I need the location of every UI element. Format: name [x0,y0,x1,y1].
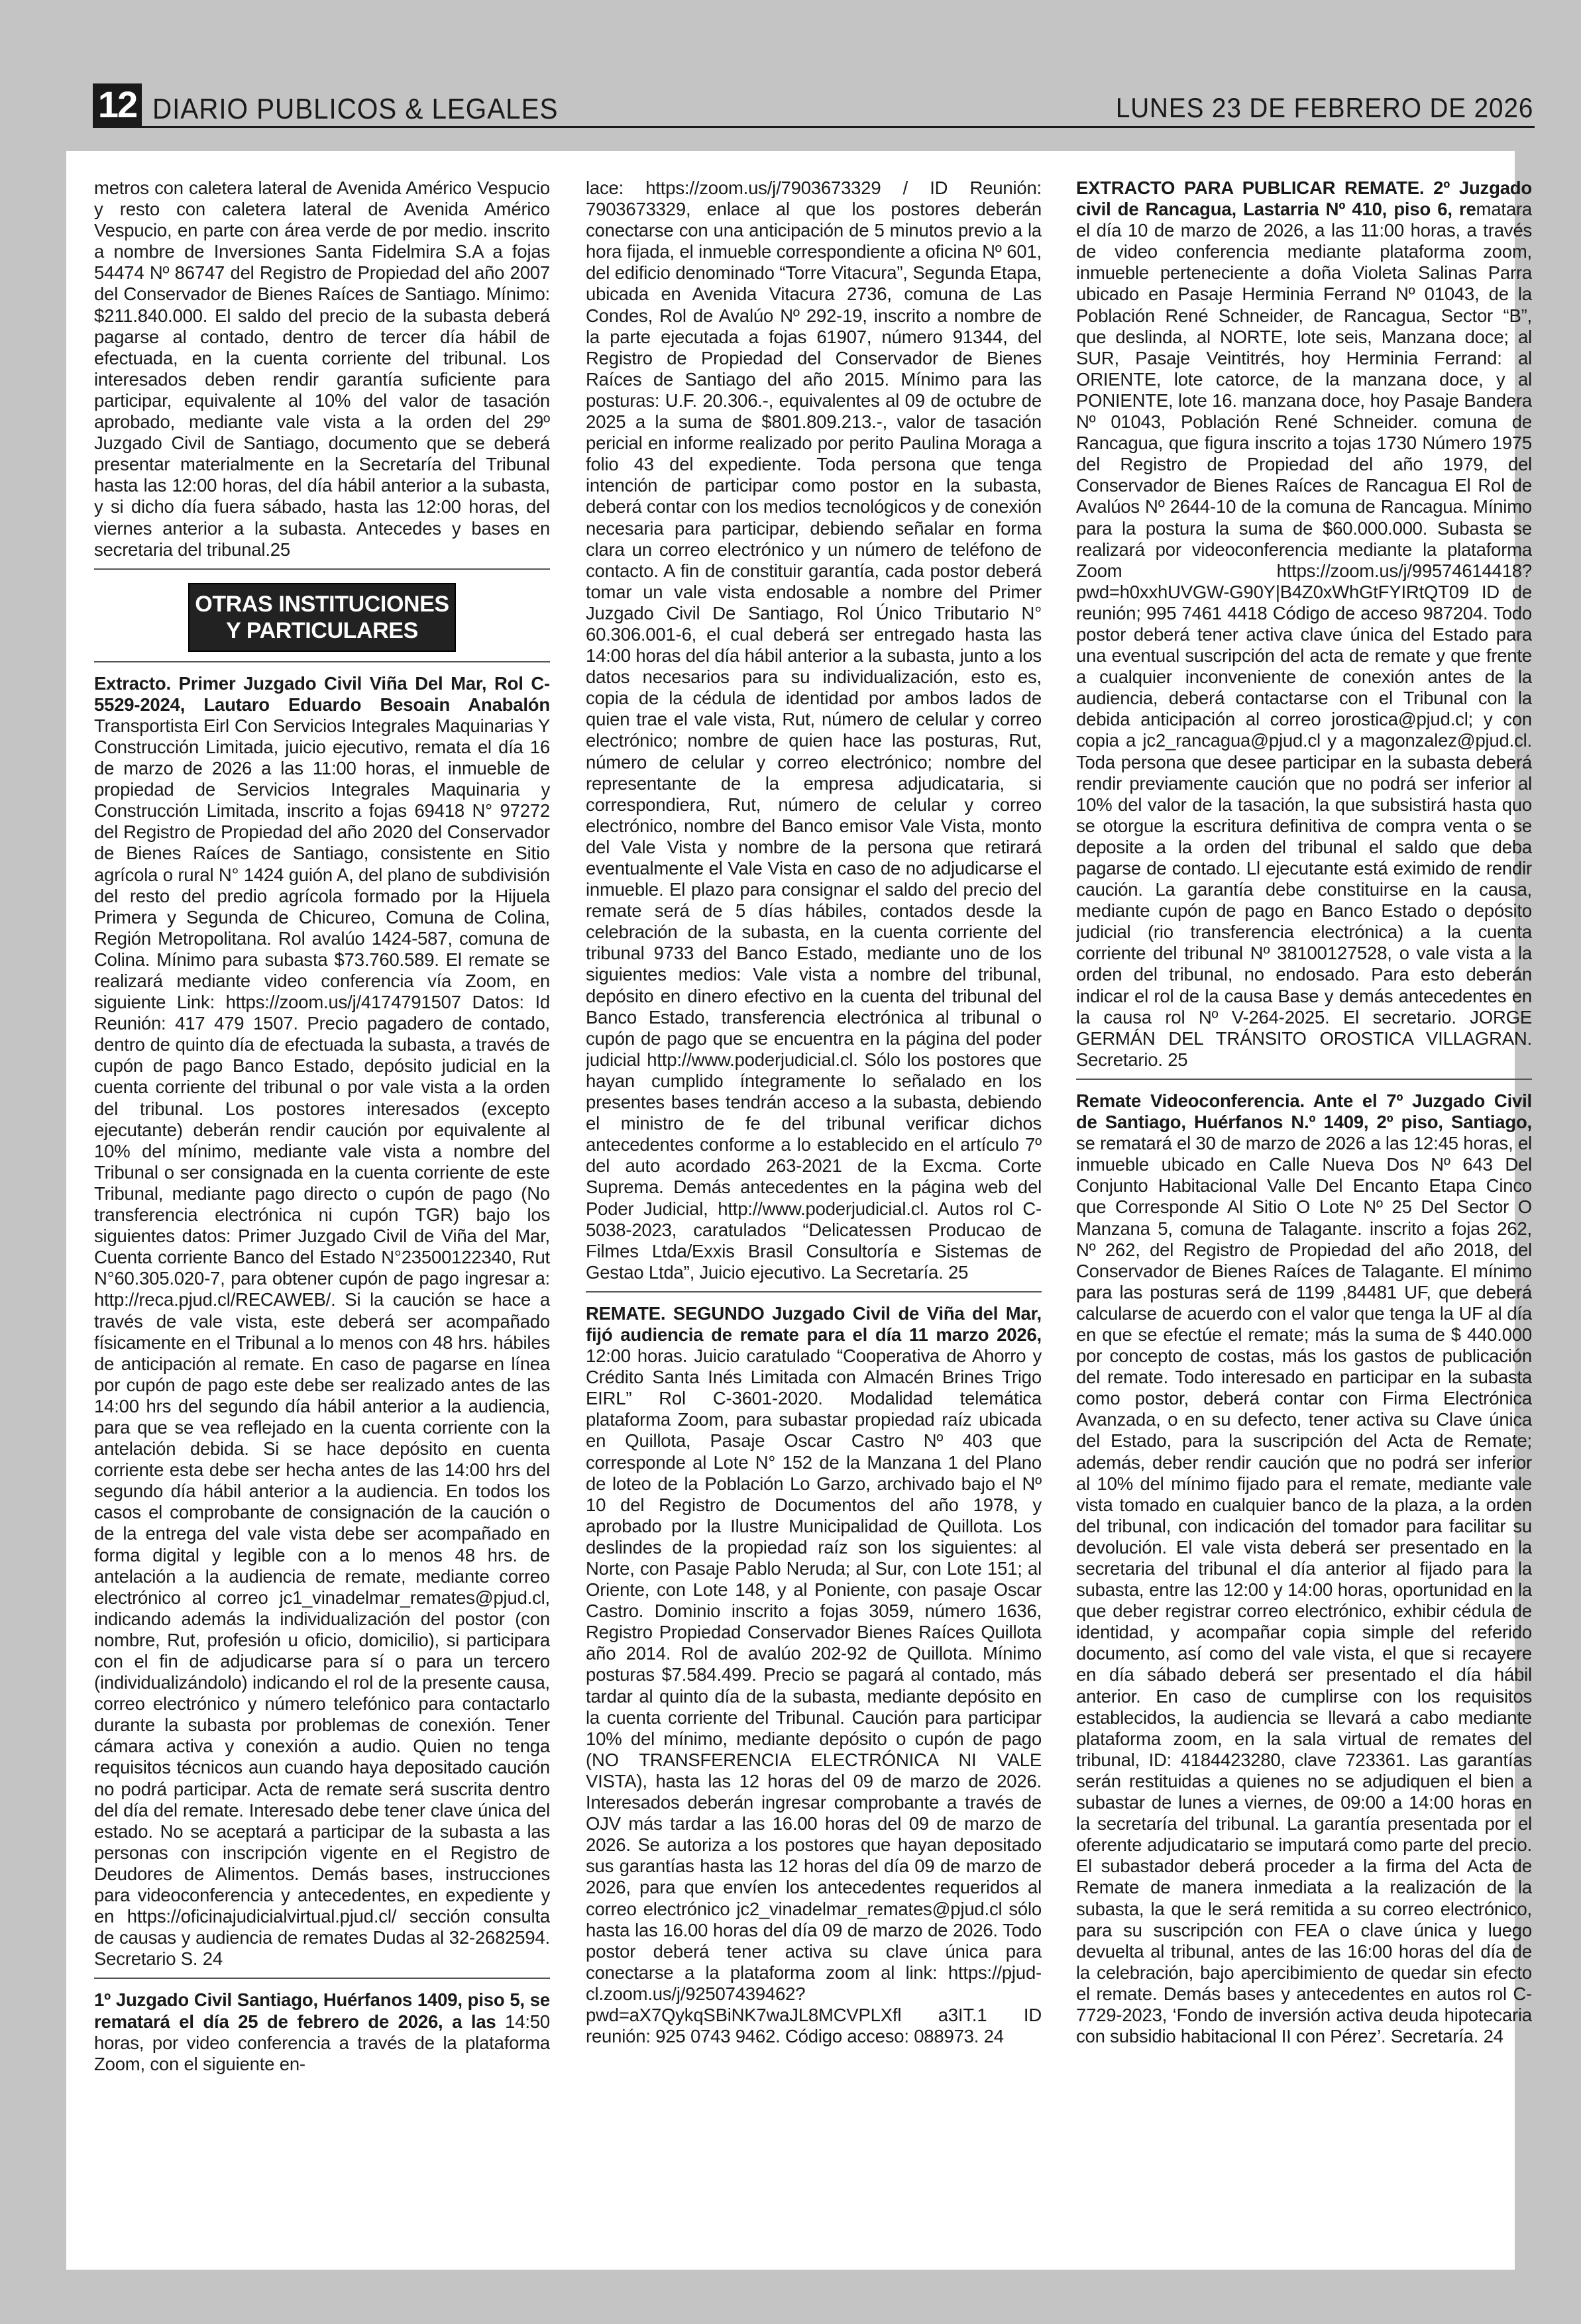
section-banner-line-1: OTRAS INSTITUCIONES [195,591,449,617]
notice-santiago-primer-juzgado-cont: lace: https://zoom.us/j/7903673329 / ID Reunión: 7903673329, enlace al que los postores deberán conectarse con una anticipación de 5 minutos previo a la hora fijada, el inmueble correspondiente a oficina Nº 601, del edificio denominado “Torre Vitacura”, Segunda Etapa, ubicada en Avenida Vitacura 2736, comuna de Las Condes, Rol de Avalúo Nº 292-19, inscrito a nombre de la parte ejecutada a fojas 61907, número 91344, del Registro de Propiedad del Conservador de Bienes Raíces de Santiago del año 2015. Mínimo para las posturas: U.F. 20.306.-, equivalentes al 09 de octubre de 2025 a la suma de $801.809.213.-, valor de tasación pericial en informe realizado por perito Paulina Moraga a folio 43 del expediente. Toda persona que tenga intención de participar como postor en la subasta, deberá contar con los medios tecnológicos y de conexión necesaria para participar, debiendo señalar en forma clara un correo electrónico y un número de teléfono de contacto. A fin de constituir garantía, cada postor deberá tomar un vale vista endosable a nombre del Primer Juzgado Civil De Santiago, Rol Único Tributario N° 60.306.001-6, el cual deberá ser entregado hasta las 14:00 horas del día hábil anterior a la subasta, junto a los datos necesarios para su individualización, esto es, copia de la cédula de identidad por ambos lados de quien trae el vale vista, Rut, número de celular y correo electrónico; nombre de quien hace las posturas, Rut, número de celular y correo electrónico; nombre del representante de la empresa adjudicataria, si correspondiera, Rut, número de celular y correo electrónico, nombre del Banco emisor Vale Vista, monto del Vale Vista y nombre de la persona que retirará eventualmente el Vale Vista en caso de no adjudicarse el inmueble. El plazo para consignar el saldo del precio del remate será de 5 días hábiles, contados desde la celebración de la subasta, en la cuenta corriente del tribunal 9733 del Banco Estado, mediante uno de los siguientes medios: Vale vista a nombre del tribunal, depósito en dinero efectivo en la cuenta del tribunal del Banco Estado, transferencia electrónica al tribunal o cupón de pago que se encuentra en la página del poder judicial http://www.poderjudicial.cl. Sólo los postores que hayan cumplido íntegramente lo señalado en los presentes bases tendrán acceso a la subasta, debiendo el ministro de fe del tribunal verificar dichos antecedentes conforme a lo establecido en el artículo 7º del auto acordado 263-2021 de la Excma. Corte Suprema. Demás antecedentes en la página web del Poder Judicial, http://www.poderjudicial.cl. Autos rol C-5038-2023, caratulados “Delicatessen Producao de Filmes Ltda/Exxis Brasil Consultoría e Sistemas de Gestao Ltda”, Juicio ejecutivo. La Secretaría. 25 [586,178,1042,1283]
section-banner-otras-instituciones [188,583,456,652]
notice-divider [94,568,550,570]
notice-santiago-primer-juzgado [94,1989,550,2074]
notice-title: Extracto. Primer Juzgado Civil Viña Del Mar, Rol C-5529-2024, Lautaro Eduardo Besoain Anabalón [94,672,550,715]
notice-title: Remate Videoconferencia. Ante el 7º Juzgado Civil de Santiago, Huérfanos N.º 1409, 2º piso, Santiago, [1076,1090,1532,1133]
notice-29-juzgado-body: metros con caletera lateral de Avenida Américo Vespucio y resto con caletera lateral de Avenida Américo Vespucio, en parte con área verde de por medio. inscrito a nombre de Inversiones Santa Fidelmira S.A a fojas 54474 Nº 86747 del Registro de Propiedad del año 2007 del Conservador de Bienes Raíces de Santiago. Mínimo: $211.840.000. El saldo del precio de la subasta deberá pagarse al contado, dentro de tercer día hábil de efectuada, en la cuenta corriente del tribunal. Los interesados deben rendir garantía suficiente para participar, equivalente al 10% del valor de tasación aprobado, mediante vale vista a la orden del 29º Juzgado Civil de Santiago, documento que se deberá presentar materialmente en la Secretaría del Tribunal hasta las 12:00 horas, del día hábil anterior a la subasta, y si dicho día fuera sábado, hasta las 12:00 horas, del viernes anterior a la subasta. Antecedes y bases en secretaria del tribunal.25 [94,178,550,560]
notice-body: 12:00 horas. Juicio caratulado “Cooperativa de Ahorro y Crédito Santa Inés Limitada con Almacén Brines Trigo EIRL” Rol C-3601-2020. Modalidad telemática plataforma Zoom, para subastar propiedad raíz ubicada en Quillota, Pasaje Oscar Castro Nº 403 que corresponde al Lote N° 152 de la Manzana 1 del Plano de loteo de la Población Lo Garzo, archivado bajo el Nº 10 del Registro de Documentos del año 1978, y aprobado por la Ilustre Municipalidad de Quillota. Los deslindes de la propiedad raíz son los siguientes: al Norte, con Pasaje Pablo Neruda; al Sur, con Lote 151; al Oriente, con Lote 148, y al Poniente, con pasaje Oscar Castro. Dominio inscrito a fojas 3059, número 1636, Registro Propiedad Conservador Bienes Raíces Quillota año 2014. Rol de avalúo 202-92 de Quillota. Mínimo posturas $7.584.499. Precio se pagará al contado, más tardar al quinto día de la subasta, mediante depósito en la cuenta corriente del Tribunal. Caución para participar 10% del mínimo, mediante depósito o cupón de pago (NO TRANSFERENCIA ELECTRÓNICA NI VALE VISTA), hasta las 12 horas del 09 de marzo de 2026. Interesados deberán ingresar comprobante a través de OJV más tardar a las 16.00 horas del 09 de marzo de 2026. Se autoriza a los postores que hayan depositado sus garantías hasta las 12 horas del día 09 de marzo de 2026, para que envíen los antecedentes requeridos al correo electrónico jc2_vinadelmar_remates@pjud.cl sólo hasta las 16.00 horas del día 09 de marzo de 2026. Todo postor deberá tener activa su clave única para conectarse a la plataforma zoom al link: https://pjud- cl.zoom.us/j/92507439462?pwd=aX7QykqSBiNK7waJL8MCVPLXfl a3IT.1 ID reunión: 925 0743 9462. Código acceso: 088973. 24 [586,1346,1042,2047]
notice-divider [586,1291,1042,1293]
section-divider [94,661,550,662]
notice-body: 14:50 horas, por video conferencia a través de la plataforma Zoom, con el siguiente en- [94,2011,550,2074]
page-number-badge: 12 [93,83,142,126]
publication-title: DIARIO PUBLICOS & LEGALES [152,93,559,125]
notice-body: se rematará el 30 de marzo de 2026 a las 12:45 horas, el inmueble ubicado en Calle Nueva Dos Nº 643 Del Conjunto Habitacional Valle Del Encanto Etapa Cinco que Corresponde Al Sitio O Lote Nº 25 Del Sector O Manzana 5, comuna de Talagante. inscrito a fojas 262, Nº 262, del Registro de Propiedad del año 2018, del Conservador de Bienes Raíces de Talagante. El mínimo para las posturas será de 1199 ,84481 UF, que deberá calcularse de acuerdo con el valor que tenga la UF al día en que se efectúe el remate; más la suma de $ 440.000 por concepto de costas, más los gastos de publicación del remate. Todo interesado en participar en la subasta como postor, deberá contar con Firma Electrónica Avanzada, o en su defecto, tener activa su Clave única del Estado, para la suscripción del Acta de Remate; además, deber rendir caución que no podrá ser inferior al 10% del mínimo fijado para el remate, mediante vale vista tomado en cualquier banco de la plaza, a la orden del tribunal, con indicación del tomador para facilitar su devolución. El vale vista deberá ser presentado en la secretaria del tribunal el día anterior al fijado para la subasta, entre las 12:00 y 14:00 horas, oportunidad en la que deber registrar correo electrónico, exhibir cédula de identidad, y acompañar copia simple del referido documento, así como del vale vista, el que si recayere en día sábado deberá ser presentado el día hábil anterior. En caso de cumplirse con los requisitos establecidos, la audiencia se llevará a cabo mediante plataforma zoom, en la sala virtual de remates del tribunal, ID: 4184423280, clave 723361. Las garantías serán restituidas a quienes no se adjudiquen el bien a subastar de lunes a viernes, de 09:00 a 14:00 horas en la secretaría del tribunal. La garantía presentada por el oferente adjudicatario se imputará como parte del precio. El subastador deberá proceder a la firma del Acta de Remate de manera inmediata a la realización de la subasta, la que le será remitida a su correo electrónico, para su suscripción con FEA o clave única y luego devuelta al tribunal, antes de las 16:00 horas del día de la celebración, bajo apercibimiento de quedar sin efecto el remate. Demás bases y antecedentes en autos rol C-7729-2023, ‘Fondo de inversión activa deuda hipotecaria con subsidio habitacional II con Pérez’. Secretaría. 24 [1076,1133,1532,2047]
publication-date: LUNES 23 DE FEBRERO DE 2026 [1115,92,1533,123]
content-sheet [66,151,1532,2270]
notice-rancagua [1076,178,1532,1071]
notice-divider [1076,1079,1532,1080]
column-1 [94,178,550,2243]
section-banner-line-2: Y PARTICULARES [226,617,418,643]
notice-body: Transportista Eirl Con Servicios Integrales Maquinarias Y Construcción Limitada, juicio ejecutivo, remata el día 16 de marzo de 2026 a las 11:00 horas, el inmueble de propiedad de Servicios Integrales Maquinaria y Construcción Limitada, inscrito a fojas 69418 N° 97272 del Registro de Propiedad del año 2020 del Conservador de Bienes Raíces de Santiago, consistente en Sitio agrícola o rural N° 1424 guión A, del plano de subdivisión del resto del predio agrícola formado por la Hijuela Primera y Segunda de Chicureo, Comuna de Colina, Región Metropolitana. Rol avalúo 1424-587, comuna de Colina. Mínimo para subasta $73.760.589. El remate se realizará mediante video conferencia vía Zoom, en siguiente Link: https://zoom.us/j/4174791507 Datos: Id Reunión: 417 479 1507. Precio pagadero de contado, dentro de quinto día de efectuada la subasta, a través de cupón de pago Banco Estado, depósito judicial en la cuenta corriente del tribunal o por vale vista a la orden del tribunal. Los postores interesados (excepto ejecutante) deberán rendir caución por equivalente al 10% del mínimo, mediante vale vista a nombre del Tribunal o ser consignada en la cuenta corriente de este Tribunal, mediante pago directo o cupón de pago (No transferencia electrónica ni cupón TGR) bajo los siguientes datos: Primer Juzgado Civil de Viña del Mar, Cuenta corriente Banco del Estado N°23500122340, Rut N°60.305.020-7, para obtener cupón de pago ingresar a: http://reca.pjud.cl/RECAWEB/. Si la caución se hace a través de vale vista, este deberá ser acompañado físicamente en el Tribunal a lo menos con 48 hrs. hábiles de anticipación al remate. En caso de pagarse en línea por cupón de pago este debe ser realizado antes de las 14:00 hrs del segundo día hábil anterior a la audiencia, para que se vea reflejado en la cuenta corriente con la antelación debida. Si se hace depósito en cuenta corriente esta debe ser hecha antes de las 14:00 hrs del segundo día hábil anterior a la audiencia. En todos los casos el comprobante de consignación de la caución o de la entrega del vale vista debe ser acompañado en forma digital y legible con a lo menos 48 hrs. de antelación a la audiencia de remate, mediante correo electrónico al correo jc1_vinadelmar_remates@pjud.cl, indicando además la individualización del postor (con nombre, Rut, profesión u oficio, domicilio), si participara con el fin de adjudicarse para sí o para un tercero (individualizándolo) indicando el rol de la presente causa, correo electrónico y número telefónico para contactarlo durante la subasta por problemas de conexión. Tener cámara activa y conexión a audio. Quien no tenga requisitos técnicos aun cuando haya depositado caución no podrá participar. Acta de remate será suscrita dentro del día del remate. Interesado debe tener clave única del estado. No se aceptará a participar de la subasta a las personas con inscripción vigente en el Registro de Deudores de Alimentos. Demás bases, instrucciones para videoconferencia y antecedentes, en expediente y en https://oficinajudicialvirtual.pjud.cl/ sección consulta de causas y audiencia de remates Dudas al 32-2682594. Secretario S. 24 [94,715,550,1970]
notice-title: REMATE. SEGUNDO Juzgado Civil de Viña del Mar, fijó audiencia de remate para el día 11 marzo 2026, [586,1302,1042,1345]
notice-vina-segundo-juzgado [586,1303,1042,2047]
notice-title: EXTRACTO PARA PUBLICAR REMATE. 2º Juzgado civil de Rancagua, Lastarria Nº 410, piso 6, re [1076,178,1532,220]
notice-santiago-septimo-juzgado [1076,1090,1532,2047]
column-3 [1076,178,1532,2243]
notice-title: 1º Juzgado Civil Santiago, Huérfanos 1409, piso 5, se rematará el día 25 de febrero de 2026, a las [94,1989,550,2032]
notice-body: matara el día 10 de marzo de 2026, a las 11:00 horas, a través de video conferencia mediante plataforma zoom, inmueble perteneciente a doña Violeta Salinas Parra ubicado en Pasaje Herminia Ferrand Nº 01043, de la Población René Schneider, de Rancagua, Sector “B”, que deslinda, al NORTE, lote seis, Manzana doce; al SUR, Pasaje Veintitrés, hoy Herminia Ferrand: al ORIENTE, lote catorce, de la manzana doce, y al PONIENTE, lote 16. manzana doce, hoy Pasaje Bandera Nº 01043, Población René Schneider. comuna de Rancagua, que figura inscrito a tojas 1730 Número 1975 del Registro de Propiedad del año 1979, del Conservador de Bienes Raíces de Rancagua El Rol de Avalúos Nº 2644-10 de la comuna de Rancagua. Mínimo para la postura la suma de $60.000.000. Subasta se realizará por videoconferencia mediante la plataforma Zoom https://zoom.us/j/99574614418?pwd=h0xxhUVGW-G90Y|B4Z0xWhGtFYIRtQT09 ID de reunión; 995 7461 4418 Código de acceso 987204. Todo postor deberá tener activa clave única del Estado para una eventual suscripción del acta de remate y que frente a cualquier inconveniente de conexión antes de la audiencia, deberá contactarse con el Tribunal con la debida anticipación al correo jorostica@pjud.cl; y con copia a jc2_rancagua@pjud.cl y a magonzalez@pjud.cl. Toda persona que desee participar en la subasta deberá rendir previamente caución que no podrá ser inferior al 10% del valor de la tasación, la que subsistirá hasta quo se otorgue la escritura definitiva de compra venta o se deposite a la orden del tribunal el saldo que deba pagarse de contado. Ll ejecutante está eximido de rendir caución. La garantía debe constituirse en la causa, mediante cupón de pago en Banco Estado o depósito judicial (rio transferencia electrónica) a la cuenta corriente del tribunal Nº 38100127528, o vale vista a la orden del tribunal, no endosado. Para esto deberán indicar el rol de la causa Base y demás antecedentes en la causa rol Nº V-264-2025. El secretario. JORGE GERMÁN DEL TRÁNSITO OROSTICA VILLAGRAN. Secretario. 25 [1076,199,1532,1070]
notice-vina-primer-juzgado [94,673,550,1970]
column-2 [586,178,1042,2243]
header-rule [93,126,1535,128]
notice-divider [94,1978,550,1979]
